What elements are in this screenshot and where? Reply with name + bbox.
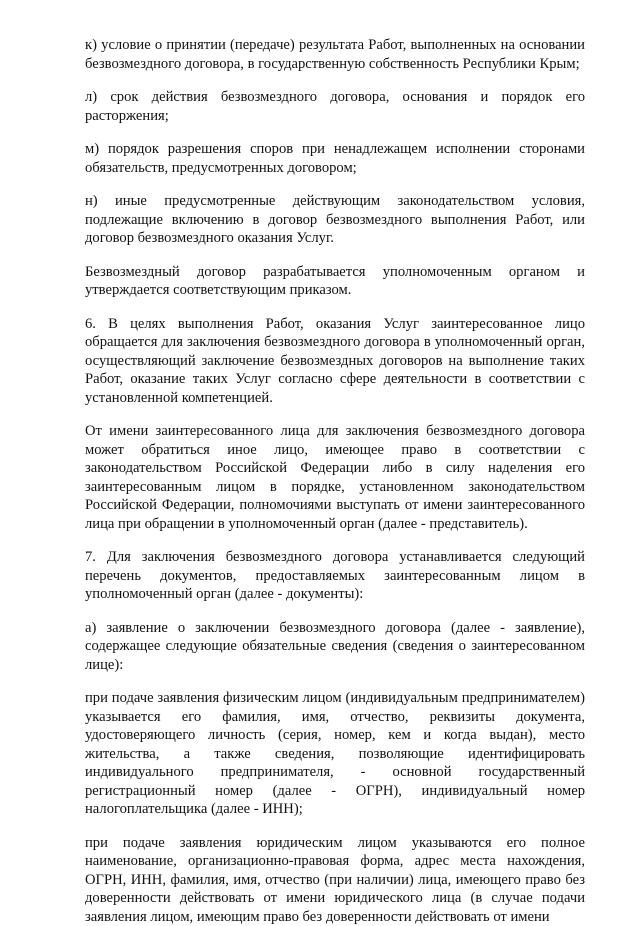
paragraph-item-l: л) срок действия безвозмездного договора, основания и порядок его расторжения; <box>85 88 585 125</box>
paragraph-legal-entity: при подаче заявления юридическим лицом указываются его полное наименование, организационно-правовая форма, адрес места нахождения, ОГРН, ИНН, фамилия, имя, отчество (при наличии) лица, имеющего право без доверенности действовать от имени юридического лица (в случае подачи заявления лицом, имеющим право без доверенности действовать от имени <box>85 834 585 926</box>
paragraph-item-k: к) условие о принятии (передаче) результата Работ, выполненных на основании безвозмездного договора, в государственную собственность Республики Крым; <box>85 36 585 73</box>
paragraph-contract-approval: Безвозмездный договор разрабатывается уполномоченным органом и утверждается соответствующим приказом. <box>85 263 585 300</box>
paragraph-item-n: н) иные предусмотренные действующим законодательством условия, подлежащие включению в договор безвозмездного выполнения Работ, или договор безвозмездного оказания Услуг. <box>85 192 585 248</box>
document-page <box>85 36 585 926</box>
paragraph-representative: От имени заинтересованного лица для заключения безвозмездного договора может обратиться иное лицо, имеющее право в соответствии с законодательством Российской Федерации либо в силу наделения его заинтересованным лицом в порядке, установленном законодательством Российской Федерации, полномочиями выступать от имени заинтересованного лица при обращении в уполномоченный орган (далее - представитель). <box>85 422 585 533</box>
paragraph-item-a: а) заявление о заключении безвозмездного договора (далее - заявление), содержащее следующие обязательные сведения (сведения о заинтересованном лице): <box>85 619 585 675</box>
paragraph-item-m: м) порядок разрешения споров при ненадлежащем исполнении сторонами обязательств, предусмотренных договором; <box>85 140 585 177</box>
paragraph-section-6: 6. В целях выполнения Работ, оказания Услуг заинтересованное лицо обращается для заключения безвозмездного договора в уполномоченный орган, осуществляющий заключение безвозмездных договоров на выполнение таких Работ, оказание таких Услуг согласно сфере деятельности в соответствии с установленной компетенцией. <box>85 315 585 408</box>
paragraph-section-7: 7. Для заключения безвозмездного договора устанавливается следующий перечень документов, предоставляемых заинтересованным лицом в уполномоченный орган (далее - документы): <box>85 548 585 604</box>
paragraph-individual: при подаче заявления физическим лицом (индивидуальным предпринимателем) указывается его фамилия, имя, отчество, реквизиты документа, удостоверяющего личность (серия, номер, кем и когда выдан), место жительства, а также сведения, позволяющие идентифицировать индивидуального предпринимателя, - основной государственный регистрационный номер (далее - ОГРН), индивидуальный номер налогоплательщика (далее - ИНН); <box>85 689 585 819</box>
